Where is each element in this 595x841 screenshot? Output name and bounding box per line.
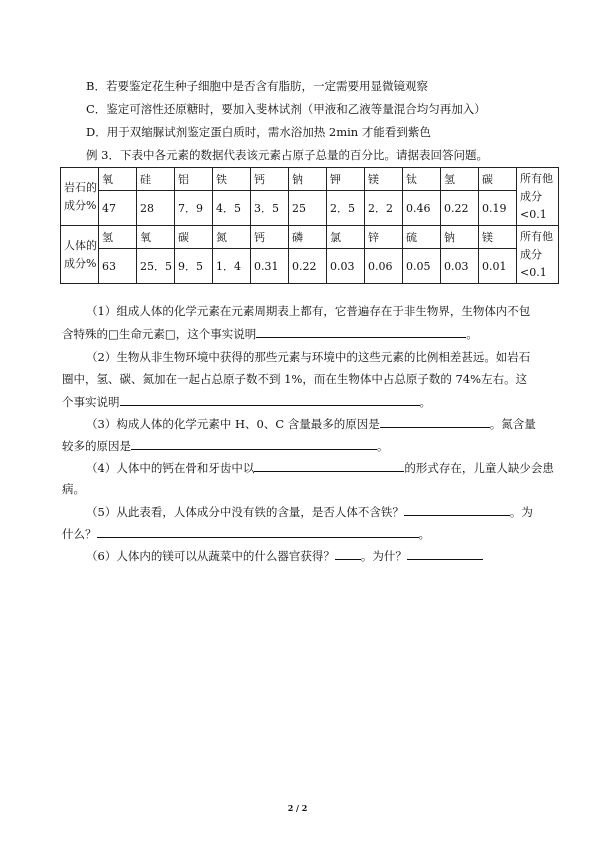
question-6-answer-blank-2[interactable] (407, 547, 483, 560)
question-3-answer-blank-2[interactable] (131, 437, 377, 450)
human-element: 氯 (327, 226, 365, 249)
human-value: 0.01 (479, 249, 517, 284)
question-1-text: 含特殊的□生命元素□，这个事实说明 (62, 327, 257, 341)
question-4-answer-blank[interactable] (254, 459, 404, 472)
rock-value: 2．2 (365, 191, 403, 226)
rock-other-value: <0.1 (520, 207, 547, 221)
question-5-line-1 (86, 503, 533, 520)
question-6-text-a: （6）人体内的镁可以从蔬菜中的什么器官获得？ (86, 549, 335, 563)
rock-element: 氧 (99, 168, 137, 191)
human-element-row (61, 226, 559, 249)
rock-value: 28 (137, 191, 175, 226)
question-5-answer-blank-2[interactable] (97, 525, 419, 538)
question-3-text-a-end: 。氮含量 (489, 417, 536, 431)
question-6-line-1 (86, 547, 483, 564)
human-value: 0.31 (251, 249, 289, 284)
rock-element: 氢 (441, 168, 479, 191)
human-element: 钙 (251, 226, 289, 249)
element-table (60, 167, 559, 284)
question-3-text-b-end: 。 (377, 439, 389, 453)
rock-element: 钙 (251, 168, 289, 191)
option-b: B．若要鉴定花生种子细胞中是否含有脂肪，一定需要用显微镜观察 (86, 79, 428, 93)
human-element: 氮 (213, 226, 251, 249)
question-4-line-1 (86, 459, 554, 476)
rock-value: 25 (289, 191, 327, 226)
human-value: 63 (99, 249, 137, 284)
rock-element: 硅 (137, 168, 175, 191)
rock-element: 铝 (175, 168, 213, 191)
human-value: 0.05 (403, 249, 441, 284)
human-element: 碳 (175, 226, 213, 249)
human-row-label: 人体的成分% (61, 226, 99, 284)
human-other-value: <0.1 (520, 265, 547, 279)
option-d: D．用于双缩脲试剂鉴定蛋白质时，需水浴加热 2min 才能看到紫色 (86, 125, 431, 139)
rock-element: 钛 (403, 168, 441, 191)
human-other-cell (517, 226, 559, 284)
question-1-answer-blank[interactable] (256, 325, 466, 338)
rock-other-cell (517, 168, 559, 226)
question-1-line-2 (62, 325, 478, 342)
rock-element-row (61, 168, 559, 191)
question-3-answer-blank-1[interactable] (380, 415, 490, 428)
question-2-line-1: （2）生物从非生物环境中获得的那些元素与环境中的这些元素的比例相差甚远。如岩石 (86, 350, 531, 364)
question-2-line-3 (62, 393, 431, 410)
rock-element: 铁 (213, 168, 251, 191)
question-5-text-b: 什么？ (62, 527, 97, 541)
rock-value-row (61, 191, 559, 226)
human-element: 硫 (403, 226, 441, 249)
rock-value: 3．5 (251, 191, 289, 226)
question-3-text-a: （3）构成人体的化学元素中 H、0、C 含量最多的原因是 (86, 417, 380, 431)
example-title: 例 3．下表中各元素的数据代表该元素占原子总量的百分比。请据表回答问题。 (86, 148, 488, 162)
human-element: 锌 (365, 226, 403, 249)
question-5-text-b-end: 。 (418, 527, 430, 541)
human-value-row (61, 249, 559, 284)
human-value: 1．4 (213, 249, 251, 284)
human-element: 氧 (137, 226, 175, 249)
question-6-answer-blank-1[interactable] (335, 547, 361, 560)
question-3-line-1 (86, 415, 536, 432)
rock-value: 2．5 (327, 191, 365, 226)
human-value: 9．5 (175, 249, 213, 284)
question-3-text-b: 较多的原因是 (62, 439, 131, 453)
question-4-text-a: （4）人体中的钙在骨和牙齿中以 (86, 461, 255, 475)
question-2-end: 。 (419, 395, 431, 409)
rock-element: 碳 (479, 168, 517, 191)
rock-value: 0.19 (479, 191, 517, 226)
rock-other-label: 所有他成分 (520, 171, 553, 203)
human-element: 镁 (479, 226, 517, 249)
rock-value: 7．9 (175, 191, 213, 226)
human-element: 磷 (289, 226, 327, 249)
page-number: 2 / 2 (287, 803, 308, 813)
human-value: 0.03 (441, 249, 479, 284)
human-value: 25．5 (137, 249, 175, 284)
question-5-answer-blank-1[interactable] (404, 503, 510, 516)
rock-value: 0.46 (403, 191, 441, 226)
rock-element: 钠 (289, 168, 327, 191)
question-1-end: 。 (466, 327, 478, 341)
question-2-answer-blank[interactable] (120, 393, 420, 406)
human-value: 0.06 (365, 249, 403, 284)
question-5-text-a: （5）从此表看，人体成分中没有铁的含量，是否人体不含铁？ (86, 505, 404, 519)
question-4-text-a-end: 的形式存在，儿童人缺少会患 (404, 461, 554, 475)
human-element: 氢 (99, 226, 137, 249)
rock-element: 镁 (365, 168, 403, 191)
question-4-line-2: 病。 (62, 482, 85, 496)
question-5-text-a-end: 。为 (509, 505, 533, 519)
question-1-line-1: （1）组成人体的化学元素在元素周期表上都有，它普遍存在于非生物界，生物体内不包 (86, 304, 531, 318)
human-other-label: 所有他成分 (520, 229, 553, 261)
rock-value: 47 (99, 191, 137, 226)
option-c: C．鉴定可溶性还原糖时，要加入斐林试剂（甲液和乙液等量混合均匀再加入） (86, 102, 486, 116)
human-value: 0.22 (289, 249, 327, 284)
human-value: 0.03 (327, 249, 365, 284)
question-2-text: 个事实说明 (62, 395, 120, 409)
question-6-text-mid: 。为什？ (360, 549, 407, 563)
question-3-line-2 (62, 437, 389, 454)
rock-row-label: 岩石的成分% (61, 168, 99, 226)
question-2-line-2: 圈中，氢、碳、氮加在一起占总原子数不到 1%，而在生物体中占总原子数的 74%左右。这 (62, 372, 528, 386)
question-5-line-2 (62, 525, 430, 542)
rock-element: 钾 (327, 168, 365, 191)
rock-value: 4．5 (213, 191, 251, 226)
human-element: 钠 (441, 226, 479, 249)
rock-value: 0.22 (441, 191, 479, 226)
